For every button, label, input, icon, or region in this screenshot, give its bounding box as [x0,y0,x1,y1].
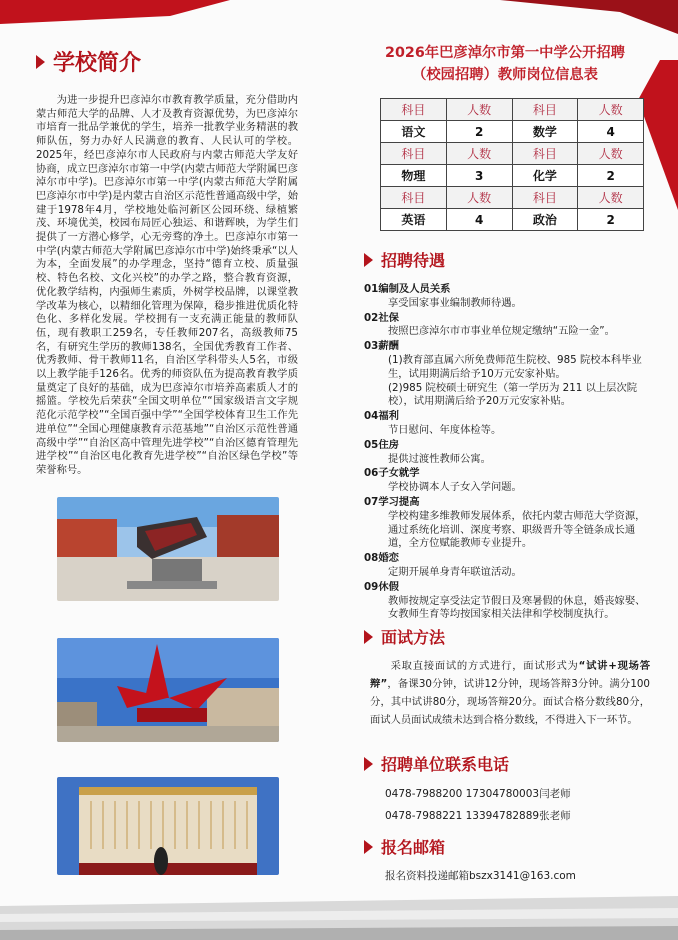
benefit-desc: 享受国家事业编制教师待遇。 [388,296,522,309]
benefit-desc: (1)教育部直属六所免费师范生院校、985 院校本科毕业生，试用期满后给予10万元安家补贴。 [388,353,642,380]
header-subject: 科目 [381,143,447,165]
contact-phone-1: 0478-7988200 17304780003闫老师 [385,788,571,800]
interview-title-text: 面试方法 [381,628,446,647]
interview-text [370,657,650,729]
benefit-desc: 学校构建多维教师发展体系，依托内蒙古师范大学资源，通过系统化培训、深度考察、职级晋升等全链条成长通道，全方位赋能教师专业提升。 [388,509,646,550]
benefit-title: 08婚恋 [364,552,399,565]
interview-text-c: ，备课30分钟，试讲12分钟，现场答辩3分钟。满分100分，其中试讲80分，现场答辩20分。面试合格分数线80分，面试人员面试成绩未达到合格分数线，不得进入下一环节。 [370,678,650,726]
interview-text-a: 采取直接面试的方式进行，面试形式为 [390,660,579,672]
positions-table [380,98,644,231]
benefit-desc: (2)985 院校硕士研究生（第一学历为 211 以上层次院校），试用期满后给予20万元安家补贴。 [388,381,638,408]
benefits-list [364,282,650,622]
header-count: 人数 [578,143,644,165]
benefit-item [364,467,650,495]
bottom-grey-band [0,896,678,940]
contact-title [364,752,509,775]
intro-title-text: 学校简介 [53,51,142,76]
email-line: 报名资料投递邮箱bszx3141@163.com [385,870,576,882]
header-count: 人数 [446,99,512,121]
contact-phone-2: 0478-7988221 13394782889张老师 [385,810,571,822]
table-row [381,165,644,187]
red-triangle-icon [364,630,373,644]
benefit-item [364,439,650,467]
benefit-desc: 节日慰问、年度体检等。 [388,423,502,436]
count-cell: 4 [578,121,644,143]
benefit-desc: 定期开展单身青年联谊活动。 [388,565,522,578]
header-count: 人数 [578,99,644,121]
benefits-title-text: 招聘待遇 [381,251,446,270]
benefit-item [364,496,650,551]
benefit-title: 02社保 [364,311,399,324]
benefit-item [364,312,650,340]
red-triangle-icon [364,840,373,854]
benefit-desc: 按照巴彦淖尔市市事业单位规定缴纳“五险一金”。 [388,325,615,338]
benefit-title: 07学习提高 [364,495,420,508]
header-count: 人数 [446,143,512,165]
table-header-row [381,99,644,121]
benefit-title: 09休假 [364,580,399,593]
header-subject: 科目 [512,187,578,209]
table-header-row [381,187,644,209]
contact-title-text: 招聘单位联系电话 [381,755,510,774]
red-triangle-icon [364,757,373,771]
benefit-item [364,581,650,622]
benefit-title: 06子女就学 [364,467,420,480]
header-count: 人数 [446,187,512,209]
header-subject: 科目 [381,99,447,121]
benefit-item [364,552,650,580]
interview-format: “试讲+现场答辩” [370,660,650,690]
header-subject: 科目 [512,143,578,165]
count-cell: 2 [446,121,512,143]
subject-cell: 数学 [512,121,578,143]
benefit-title: 01编制及人员关系 [364,283,451,295]
benefits-title [364,248,445,271]
red-triangle-icon [36,55,45,69]
benefit-desc: 提供过渡性教师公寓。 [388,452,491,465]
subject-cell: 物理 [381,165,447,187]
campus-photo-monument [57,497,279,601]
subject-cell: 化学 [512,165,578,187]
benefit-title: 04福利 [364,410,399,423]
email-title [364,835,445,858]
table-title [355,42,655,86]
subject-cell: 语文 [381,121,447,143]
benefit-item [364,283,650,311]
subject-cell: 政治 [512,209,578,231]
benefit-item [364,340,650,409]
header-count: 人数 [578,187,644,209]
table-header-row [381,143,644,165]
count-cell: 2 [578,209,644,231]
header-subject: 科目 [512,99,578,121]
subject-cell: 英语 [381,209,447,231]
benefit-desc: 学校协调本人子女入学问题。 [388,481,522,494]
benefit-title: 05住房 [364,438,399,451]
benefit-title: 03薪酬 [364,340,399,353]
count-cell: 4 [446,209,512,231]
count-cell: 2 [578,165,644,187]
table-title-line1: 2026年巴彦淖尔市第一中学公开招聘 [385,45,625,61]
intro-title [36,46,141,77]
intro-text: 为进一步提升巴彦淖尔市教育教学质量，充分借助内蒙古师范大学的品牌、人才及教育资源优势，为巴彦淖尔市培育一批品学兼优的学生，培养一批教学业务精湛的教师队伍，努力办好人民满意的教育、人民认可的学校。2025年，经巴彦淖尔市人民政府与内蒙古师范大学友好协商，成立巴彦淖尔市第一中学(内蒙古师范大学附属巴彦淖尔市中学)。巴彦淖尔市第一中学(内蒙古师范大学附属巴彦淖尔市中学)是内蒙古自治区示范性普通高级中学，始建于1978年4月，学校地处临河新区公园环绕、绿植繁茂、环境优美，校园布局匠心独运、和谐辉映，为学生们提供了一方潜心修学，心无旁骛的净土。巴彦淖尔市第一中学(内蒙古师范大学附属巴彦淖尔市中学)始终秉承“以人为本，全面发展”的办学理念，坚持“德育立校、质量强校、特色名校、文化兴校”的办学之路，整合教育资源，优化教学结构，内强师生素质，外树学校品牌，以课堂教学改革为核心，以精细化管理为保障，稳步推进优质化特色化、多样化发展。学校拥有一支充满正能量的教师队伍，现有教职工259名，专任教师207名，高级教师75名，有研究生学历的教师138名，全国优秀教育工作者、优秀教师、骨干教师11名，自治区学科带头人5名，市级以上教学能手126名。优秀的师资队伍为提高教育教学质量奠定了良好的基础，成为巴彦淖尔市培养高素质人才的摇篮。学校先后荣获“全国文明单位”“国家级语言文字规范化示范学校”“全国百强中学”“全国学校体育卫生工作先进单位”“全国心理健康教育示范基地”“自治区示范性普通高级中学”“自治区高中管理先进学校”“自治区德育管理先进学校”“自治区电化教育先进学校”“自治区绿色学校”等荣誉称号。 [36,94,298,476]
campus-photo-sculpture [57,638,279,742]
count-cell: 3 [446,165,512,187]
header-subject: 科目 [381,187,447,209]
table-row [381,209,644,231]
table-row [381,121,644,143]
red-triangle-icon [364,253,373,267]
interview-title [364,625,445,648]
table-title-line2: （校园招聘）教师岗位信息表 [412,67,598,83]
benefit-item [364,410,650,438]
campus-photo-wall [57,777,279,875]
benefit-desc: 教师按规定享受法定节假日及寒暑假的休息，婚丧嫁娶、女教师生育等均按国家相关法律和学校制度执行。 [388,594,646,621]
email-title-text: 报名邮箱 [381,838,446,857]
